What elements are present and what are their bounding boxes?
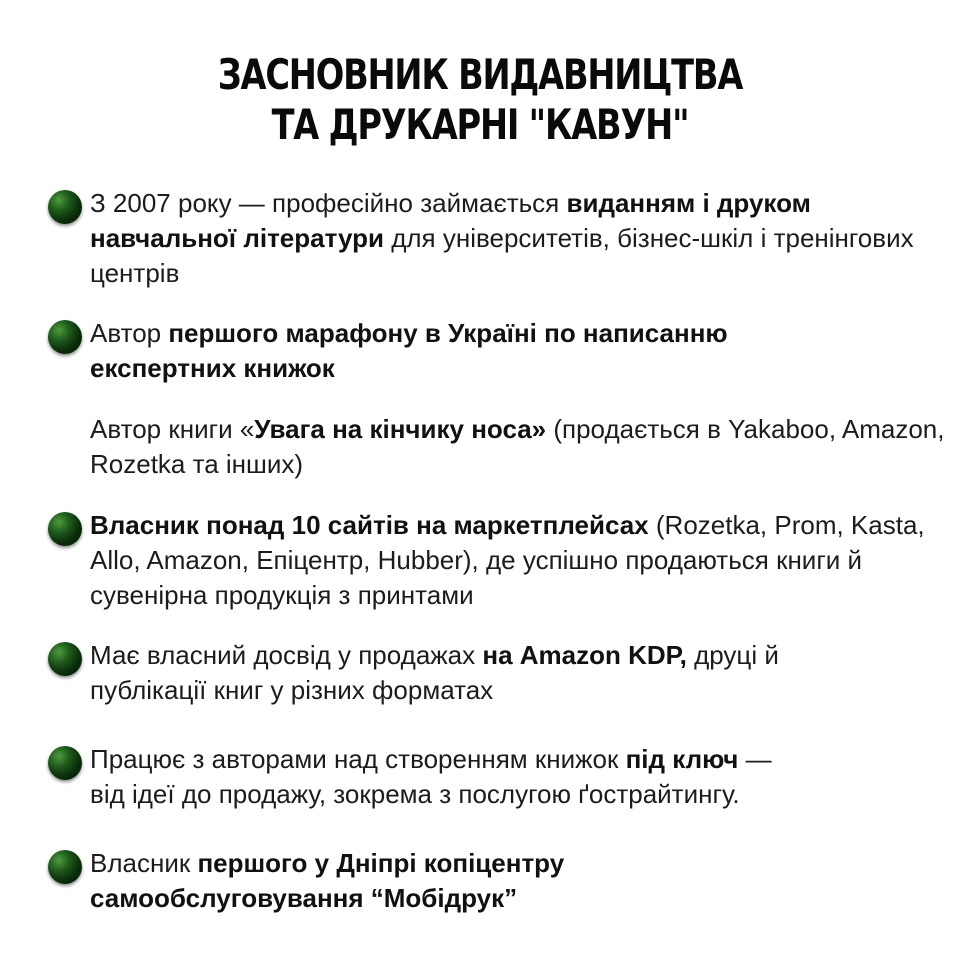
page-title: [96, 50, 864, 150]
item-text: Власник понад 10 сайтів на маркетплейсах (Rozetka, Prom, Kasta, Allo, Amazon, Епіцентр, Hubber), де успішно продаються книги й сувенірна продукція з принтами: [90, 510, 925, 610]
item-text: Автор першого марафону в Україні по написанню експертних книжок: [90, 318, 728, 383]
title-line-2: ТА ДРУКАРНІ "КАВУН": [271, 100, 689, 149]
bullet-icon: [48, 190, 82, 224]
bullet-icon: [48, 512, 82, 546]
item-text: Має власний досвід у продажах на Amazon KDP, друці й публікації книг у різних форматах: [90, 640, 779, 705]
item-text: Працює з авторами над створенням книжок під ключ — від ідеї до продажу, зокрема з послугою ґострайтингу.: [90, 744, 772, 809]
bullet-icon: [48, 850, 82, 884]
bullet-icon: [48, 320, 82, 354]
item-text: Автор книги «Увага на кінчику носа» (продається в Yakaboo, Amazon, Rozetka та інших): [90, 414, 945, 479]
bullet-icon: [48, 746, 82, 780]
title-line-1: ЗАСНОВНИК ВИДАВНИЦТВА: [217, 50, 743, 99]
bullet-icon: [48, 642, 82, 676]
item-text: З 2007 року — професійно займається виданням і друком навчальної літератури для університетів, бізнес-шкіл і тренінгових центрів: [90, 188, 914, 288]
item-text: Власник першого у Дніпрі копіцентру самообслуговування “Мобідрук”: [90, 848, 565, 913]
